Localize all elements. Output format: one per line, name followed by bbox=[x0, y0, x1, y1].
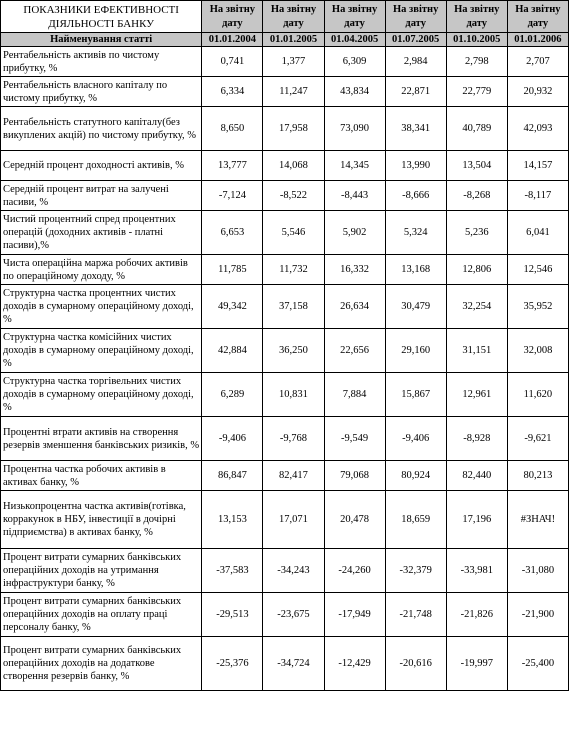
cell-value: -8,928 bbox=[446, 417, 507, 461]
table-subtitle: Найменування статті bbox=[1, 33, 202, 47]
cell-value: 29,160 bbox=[385, 329, 446, 373]
cell-value: 80,213 bbox=[507, 461, 568, 491]
cell-value: 17,196 bbox=[446, 491, 507, 549]
row-label: Процентна частка робочих активів в активах банку, % bbox=[1, 461, 202, 491]
cell-value: 17,958 bbox=[263, 107, 324, 151]
cell-value: 13,168 bbox=[385, 255, 446, 285]
column-header: На звітну дату bbox=[324, 1, 385, 33]
cell-value: -8,117 bbox=[507, 181, 568, 211]
cell-value: 12,806 bbox=[446, 255, 507, 285]
cell-value: -8,666 bbox=[385, 181, 446, 211]
cell-value: 22,779 bbox=[446, 77, 507, 107]
cell-value: 18,659 bbox=[385, 491, 446, 549]
table-body bbox=[1, 47, 569, 691]
cell-value: #ЗНАЧ! bbox=[507, 491, 568, 549]
cell-value: 26,634 bbox=[324, 285, 385, 329]
row-label: Рентабельність статутного капіталу(без викуплених акцій) по чистому прибутку, % bbox=[1, 107, 202, 151]
cell-value: -31,080 bbox=[507, 549, 568, 593]
cell-value: -32,379 bbox=[385, 549, 446, 593]
date-header: 01.04.2005 bbox=[324, 33, 385, 47]
cell-value: 49,342 bbox=[202, 285, 263, 329]
row-label: Рентабельність активів по чистому прибутку, % bbox=[1, 47, 202, 77]
cell-value: 2,707 bbox=[507, 47, 568, 77]
table-row bbox=[1, 637, 569, 691]
table-row bbox=[1, 461, 569, 491]
date-header: 01.10.2005 bbox=[446, 33, 507, 47]
cell-value: 11,785 bbox=[202, 255, 263, 285]
row-label: Рентабельність власного капіталу по чистому прибутку, % bbox=[1, 77, 202, 107]
column-header: На звітну дату bbox=[446, 1, 507, 33]
cell-value: 22,656 bbox=[324, 329, 385, 373]
cell-value: 14,068 bbox=[263, 151, 324, 181]
row-label: Процент витрати сумарних банківських операційних доходів на оплату праці персоналу банку, % bbox=[1, 593, 202, 637]
table-row bbox=[1, 77, 569, 107]
cell-value: 42,093 bbox=[507, 107, 568, 151]
cell-value: 12,961 bbox=[446, 373, 507, 417]
cell-value: 7,884 bbox=[324, 373, 385, 417]
cell-value: 2,798 bbox=[446, 47, 507, 77]
row-label: Середній процент витрат на залучені пасиви, % bbox=[1, 181, 202, 211]
cell-value: -8,522 bbox=[263, 181, 324, 211]
table-row bbox=[1, 549, 569, 593]
cell-value: 13,504 bbox=[446, 151, 507, 181]
cell-value: 36,250 bbox=[263, 329, 324, 373]
cell-value: -9,406 bbox=[202, 417, 263, 461]
cell-value: 38,341 bbox=[385, 107, 446, 151]
cell-value: 5,236 bbox=[446, 211, 507, 255]
cell-value: -8,443 bbox=[324, 181, 385, 211]
column-header: На звітну дату bbox=[507, 1, 568, 33]
date-header: 01.07.2005 bbox=[385, 33, 446, 47]
cell-value: -21,748 bbox=[385, 593, 446, 637]
cell-value: 6,289 bbox=[202, 373, 263, 417]
cell-value: 5,546 bbox=[263, 211, 324, 255]
cell-value: -9,768 bbox=[263, 417, 324, 461]
table-row bbox=[1, 491, 569, 549]
table-row bbox=[1, 211, 569, 255]
cell-value: 17,071 bbox=[263, 491, 324, 549]
cell-value: 13,777 bbox=[202, 151, 263, 181]
table-row bbox=[1, 329, 569, 373]
cell-value: -17,949 bbox=[324, 593, 385, 637]
cell-value: 80,924 bbox=[385, 461, 446, 491]
cell-value: -37,583 bbox=[202, 549, 263, 593]
row-label: Структурна частка торгівельних чистих доходів в сумарному операційному доході, % bbox=[1, 373, 202, 417]
cell-value: 13,990 bbox=[385, 151, 446, 181]
cell-value: -25,400 bbox=[507, 637, 568, 691]
cell-value: 42,884 bbox=[202, 329, 263, 373]
table-row bbox=[1, 373, 569, 417]
cell-value: -23,675 bbox=[263, 593, 324, 637]
cell-value: 8,650 bbox=[202, 107, 263, 151]
cell-value: 73,090 bbox=[324, 107, 385, 151]
cell-value: 16,332 bbox=[324, 255, 385, 285]
cell-value: 10,831 bbox=[263, 373, 324, 417]
cell-value: -34,243 bbox=[263, 549, 324, 593]
cell-value: 32,008 bbox=[507, 329, 568, 373]
cell-value: -34,724 bbox=[263, 637, 324, 691]
cell-value: 37,158 bbox=[263, 285, 324, 329]
cell-value: -9,549 bbox=[324, 417, 385, 461]
cell-value: 31,151 bbox=[446, 329, 507, 373]
cell-value: 20,932 bbox=[507, 77, 568, 107]
date-header: 01.01.2005 bbox=[263, 33, 324, 47]
table-row bbox=[1, 47, 569, 77]
cell-value: -20,616 bbox=[385, 637, 446, 691]
cell-value: 20,478 bbox=[324, 491, 385, 549]
cell-value: -8,268 bbox=[446, 181, 507, 211]
cell-value: -21,900 bbox=[507, 593, 568, 637]
cell-value: 14,345 bbox=[324, 151, 385, 181]
cell-value: 30,479 bbox=[385, 285, 446, 329]
cell-value: 6,334 bbox=[202, 77, 263, 107]
cell-value: 5,902 bbox=[324, 211, 385, 255]
cell-value: 5,324 bbox=[385, 211, 446, 255]
cell-value: -29,513 bbox=[202, 593, 263, 637]
cell-value: -25,376 bbox=[202, 637, 263, 691]
cell-value: 32,254 bbox=[446, 285, 507, 329]
row-label: Середній процент доходності активів, % bbox=[1, 151, 202, 181]
cell-value: 15,867 bbox=[385, 373, 446, 417]
cell-value: 2,984 bbox=[385, 47, 446, 77]
row-label: Низькопроцентна частка активів(готівка, корракунок в НБУ, інвестиції в дочірні підприємства) в активах банку, % bbox=[1, 491, 202, 549]
row-label: Структурна частка комісійних чистих доходів в сумарному операційному доході, % bbox=[1, 329, 202, 373]
cell-value: -12,429 bbox=[324, 637, 385, 691]
table-row bbox=[1, 285, 569, 329]
table-title: ПОКАЗНИКИ ЕФЕКТИВНОСТІ ДІЯЛЬНОСТІ БАНКУ bbox=[1, 1, 202, 33]
cell-value: 6,653 bbox=[202, 211, 263, 255]
cell-value: -9,406 bbox=[385, 417, 446, 461]
cell-value: 11,247 bbox=[263, 77, 324, 107]
row-label: Процент витрати сумарних банківських операційних доходів на додаткове створення резервів банку, % bbox=[1, 637, 202, 691]
cell-value: 11,620 bbox=[507, 373, 568, 417]
cell-value: 79,068 bbox=[324, 461, 385, 491]
cell-value: 35,952 bbox=[507, 285, 568, 329]
cell-value: -33,981 bbox=[446, 549, 507, 593]
cell-value: 12,546 bbox=[507, 255, 568, 285]
cell-value: 82,440 bbox=[446, 461, 507, 491]
cell-value: -9,621 bbox=[507, 417, 568, 461]
row-label: Процент витрати сумарних банківських операційних доходів на утримання інфраструктури банку, % bbox=[1, 549, 202, 593]
table-row bbox=[1, 151, 569, 181]
row-label: Структурна частка процентних чистих доходів в сумарному операційному доході, % bbox=[1, 285, 202, 329]
cell-value: -19,997 bbox=[446, 637, 507, 691]
cell-value: 11,732 bbox=[263, 255, 324, 285]
cell-value: 14,157 bbox=[507, 151, 568, 181]
cell-value: 43,834 bbox=[324, 77, 385, 107]
column-header: На звітну дату bbox=[263, 1, 324, 33]
date-header: 01.01.2004 bbox=[202, 33, 263, 47]
cell-value: 22,871 bbox=[385, 77, 446, 107]
cell-value: 1,377 bbox=[263, 47, 324, 77]
cell-value: 40,789 bbox=[446, 107, 507, 151]
column-header: На звітну дату bbox=[202, 1, 263, 33]
table-row bbox=[1, 181, 569, 211]
table-row bbox=[1, 255, 569, 285]
cell-value: -7,124 bbox=[202, 181, 263, 211]
cell-value: -21,826 bbox=[446, 593, 507, 637]
row-label: Чистий процентний спред процентних операцій (доходних активів - платні пасиви),% bbox=[1, 211, 202, 255]
cell-value: 82,417 bbox=[263, 461, 324, 491]
table-row bbox=[1, 593, 569, 637]
cell-value: 6,041 bbox=[507, 211, 568, 255]
cell-value: 0,741 bbox=[202, 47, 263, 77]
table-row bbox=[1, 107, 569, 151]
table-row bbox=[1, 417, 569, 461]
row-label: Процентні втрати активів на створення резервів зменшення банківських ризиків, % bbox=[1, 417, 202, 461]
cell-value: -24,260 bbox=[324, 549, 385, 593]
cell-value: 13,153 bbox=[202, 491, 263, 549]
date-header: 01.01.2006 bbox=[507, 33, 568, 47]
column-header: На звітну дату bbox=[385, 1, 446, 33]
row-label: Чиста операційна маржа робочих активів по операційному доходу, % bbox=[1, 255, 202, 285]
cell-value: 6,309 bbox=[324, 47, 385, 77]
cell-value: 86,847 bbox=[202, 461, 263, 491]
